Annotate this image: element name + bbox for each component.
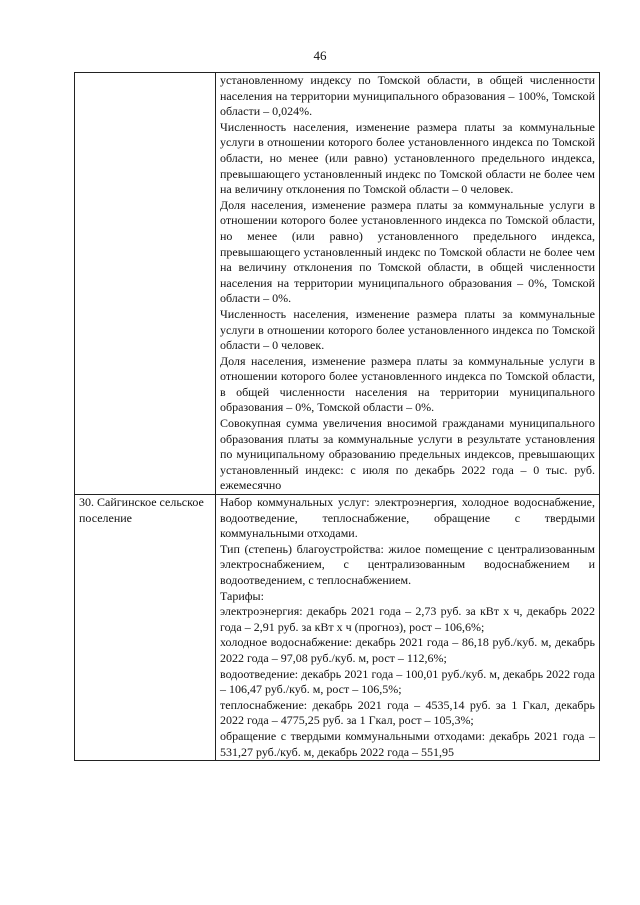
paragraph: установленному индексу по Томской области, в общей численности населения на территории муниципального образования – 100%, Томской области – 0,024%.	[220, 73, 595, 119]
page-number: 46	[313, 48, 327, 63]
table-cell-label	[75, 495, 216, 761]
paragraph: Численность населения, изменение размера платы за коммунальные услуги в отношении которого более установленного индекса по Томской области, но менее (или равно) установленного предельного индекса, превышающего установленный индекс по Томской области не более чем на величину отклонения по Томской области – 0 человек.	[220, 119, 595, 197]
paragraph: Тип (степень) благоустройства: жилое помещение с централизованным электроснабжением, с централизованным водоснабжением и водоотведением, с теплоснабжением.	[220, 541, 595, 587]
paragraph: Совокупная сумма увеличения вносимой гражданами муниципального образования платы за коммунальные услуги в результате установления по муниципальному образованию предельных индексов, превышающих установленный индекс: с июля по декабрь 2022 года – 0 тыс. руб. ежемесячно	[220, 416, 595, 493]
table-cell-content	[216, 495, 600, 761]
table-cell-label	[75, 73, 216, 495]
document-table	[74, 72, 600, 761]
paragraph: холодное водоснабжение: декабрь 2021 года – 86,18 руб./куб. м, декабрь 2022 года – 97,08 руб./куб. м, рост – 112,6%;	[220, 635, 595, 665]
paragraph: Доля населения, изменение размера платы за коммунальные услуги в отношении которого более установленного индекса по Томской области, в общей численности населения на территории муниципального образования – 0%, Томской области – 0%.	[220, 353, 595, 415]
table-cell-content	[216, 73, 600, 495]
paragraph: Тарифы:	[220, 588, 264, 603]
paragraph: Доля населения, изменение размера платы за коммунальные услуги в отношении которого более установленного индекса по Томской области, но менее (или равно) установленного предельного индекса, превышающего установленный индекс по Томской области не более чем на величину отклонения по Томской области, в общей численности населения на территории муниципального образования – 0%, Томской области – 0%.	[220, 197, 595, 306]
table-row	[75, 73, 600, 495]
paragraph: водоотведение: декабрь 2021 года – 100,01 руб./куб. м, декабрь 2022 года – 106,47 руб./куб. м, рост – 106,5%;	[220, 666, 595, 697]
table-row	[75, 495, 600, 761]
paragraph: электроэнергия: декабрь 2021 года – 2,73 руб. за кВт х ч, декабрь 2022 года – 2,91 руб. за кВт х ч (прогноз), рост – 106,6%;	[220, 604, 595, 634]
row-label: 30. Сайгинское сельское поселение	[79, 495, 204, 525]
paragraph: обращение с твердыми коммунальными отходами: декабрь 2021 года – 531,27 руб./куб. м, декабрь 2022 года – 551,95	[220, 728, 595, 759]
paragraph: Набор коммунальных услуг: электроэнергия, холодное водоснабжение, водоотведение, теплоснабжение, обращение с твердыми коммунальными отходами.	[220, 495, 595, 541]
paragraph: Численность населения, изменение размера платы за коммунальные услуги в отношении которого более установленного индекса по Томской области – 0 человек.	[220, 306, 595, 353]
paragraph: теплоснабжение: декабрь 2021 года – 4535,14 руб. за 1 Гкал, декабрь 2022 года – 4775,25 руб. за 1 Гкал, рост – 105,3%;	[220, 697, 595, 728]
